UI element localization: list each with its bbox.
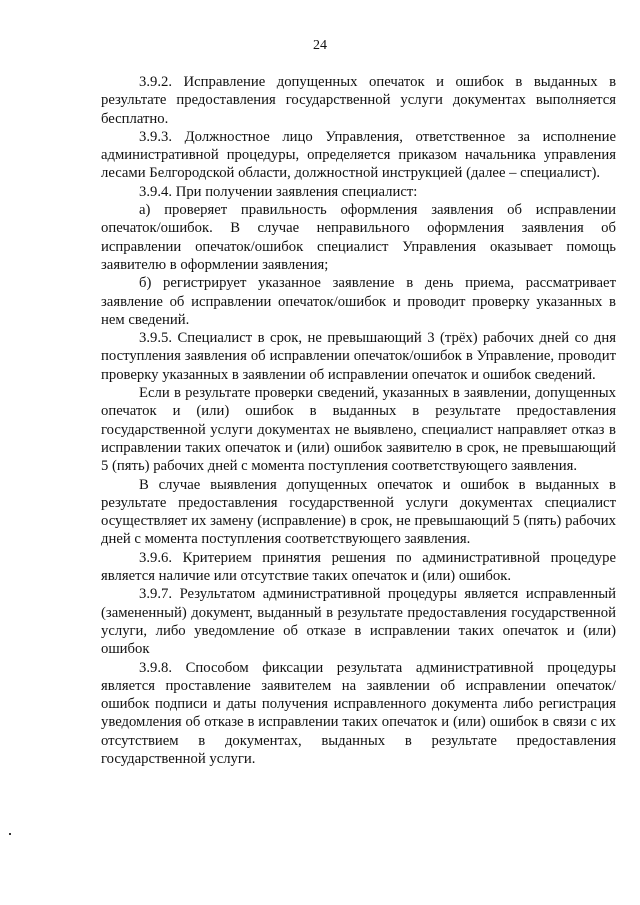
document-body [101,73,616,768]
paragraph-3-9-5-correction: В случае выявления допущенных опечаток и ошибок в выданных в результате предоставления государственной услуги документах специалист осуществляет их замену (исправление) в срок, не превышающий 5 (пять) рабочих дней с момента поступления соответствующего заявления. [101,476,616,548]
paragraph-3-9-4-b: б) регистрирует указанное заявление в день приема, рассматривает заявление об исправлении опечаток/ошибок и проводит проверку указанных в нем сведений. [101,275,616,328]
paragraph-3-9-4: 3.9.4. При получении заявления специалист: [139,183,418,200]
paragraph-3-9-6: 3.9.6. Критерием принятия решения по административной процедуре является наличие или отсутствие таких опечаток и (или) ошибок. [101,549,616,585]
paragraph-3-9-3: 3.9.3. Должностное лицо Управления, ответственное за исполнение административной процедуры, определяется приказом начальника управления лесами Белгородской области, должностной инструкцией (далее – специалист). [101,128,616,182]
paragraph-3-9-7: 3.9.7. Результатом административной процедуры является исправленный (замененный) документ, выданный в результате предоставления государственной услуги, либо уведомление об отказе в исправлении таких опечаток и (или) ошибок [101,586,616,658]
paragraph-3-9-2: 3.9.2. Исправление допущенных опечаток и ошибок в выданных в результате предоставления государственной услуги документах выполняется бесплатно. [101,74,616,127]
paragraph-3-9-5-refusal: Если в результате проверки сведений, указанных в заявлении, допущенных опечаток и (или) ошибок в выданных в результате предоставления государственной услуги документах не выявлено, специалист направляет отказ в исправлении таких опечаток и (или) ошибок заявителю в срок, не превышающий 5 (пять) рабочих дней с момента поступления соответствующего заявления. [101,385,616,475]
page-number: 24 [313,38,327,53]
paragraph-3-9-4-a: а) проверяет правильность оформления заявления об исправлении опечаток/ошибок. В случае неправильного оформления заявления об исправлении опечаток/ошибок специалист Управления оказывает помощь заявителю в оформлении заявления; [101,202,616,273]
paragraph-3-9-5: 3.9.5. Специалист в срок, не превышающий 3 (трёх) рабочих дней со дня поступления заявления об исправлении опечаток/ошибок в Управление, проводит проверку указанных в заявлении об исправлении опечаток и ошибок сведений. [101,330,616,383]
scan-speck [9,833,11,835]
paragraph-3-9-8: 3.9.8. Способом фиксации результата административной процедуры является проставление заявителем на заявлении об исправлении опечаток/ошибок подписи и даты получения исправленного документа либо регистрация уведомления об отказе в исправлении таких опечаток и (или) ошибок в связи с их отсутствием в документах, выданных в результате предоставления государственной услуги. [101,659,616,767]
